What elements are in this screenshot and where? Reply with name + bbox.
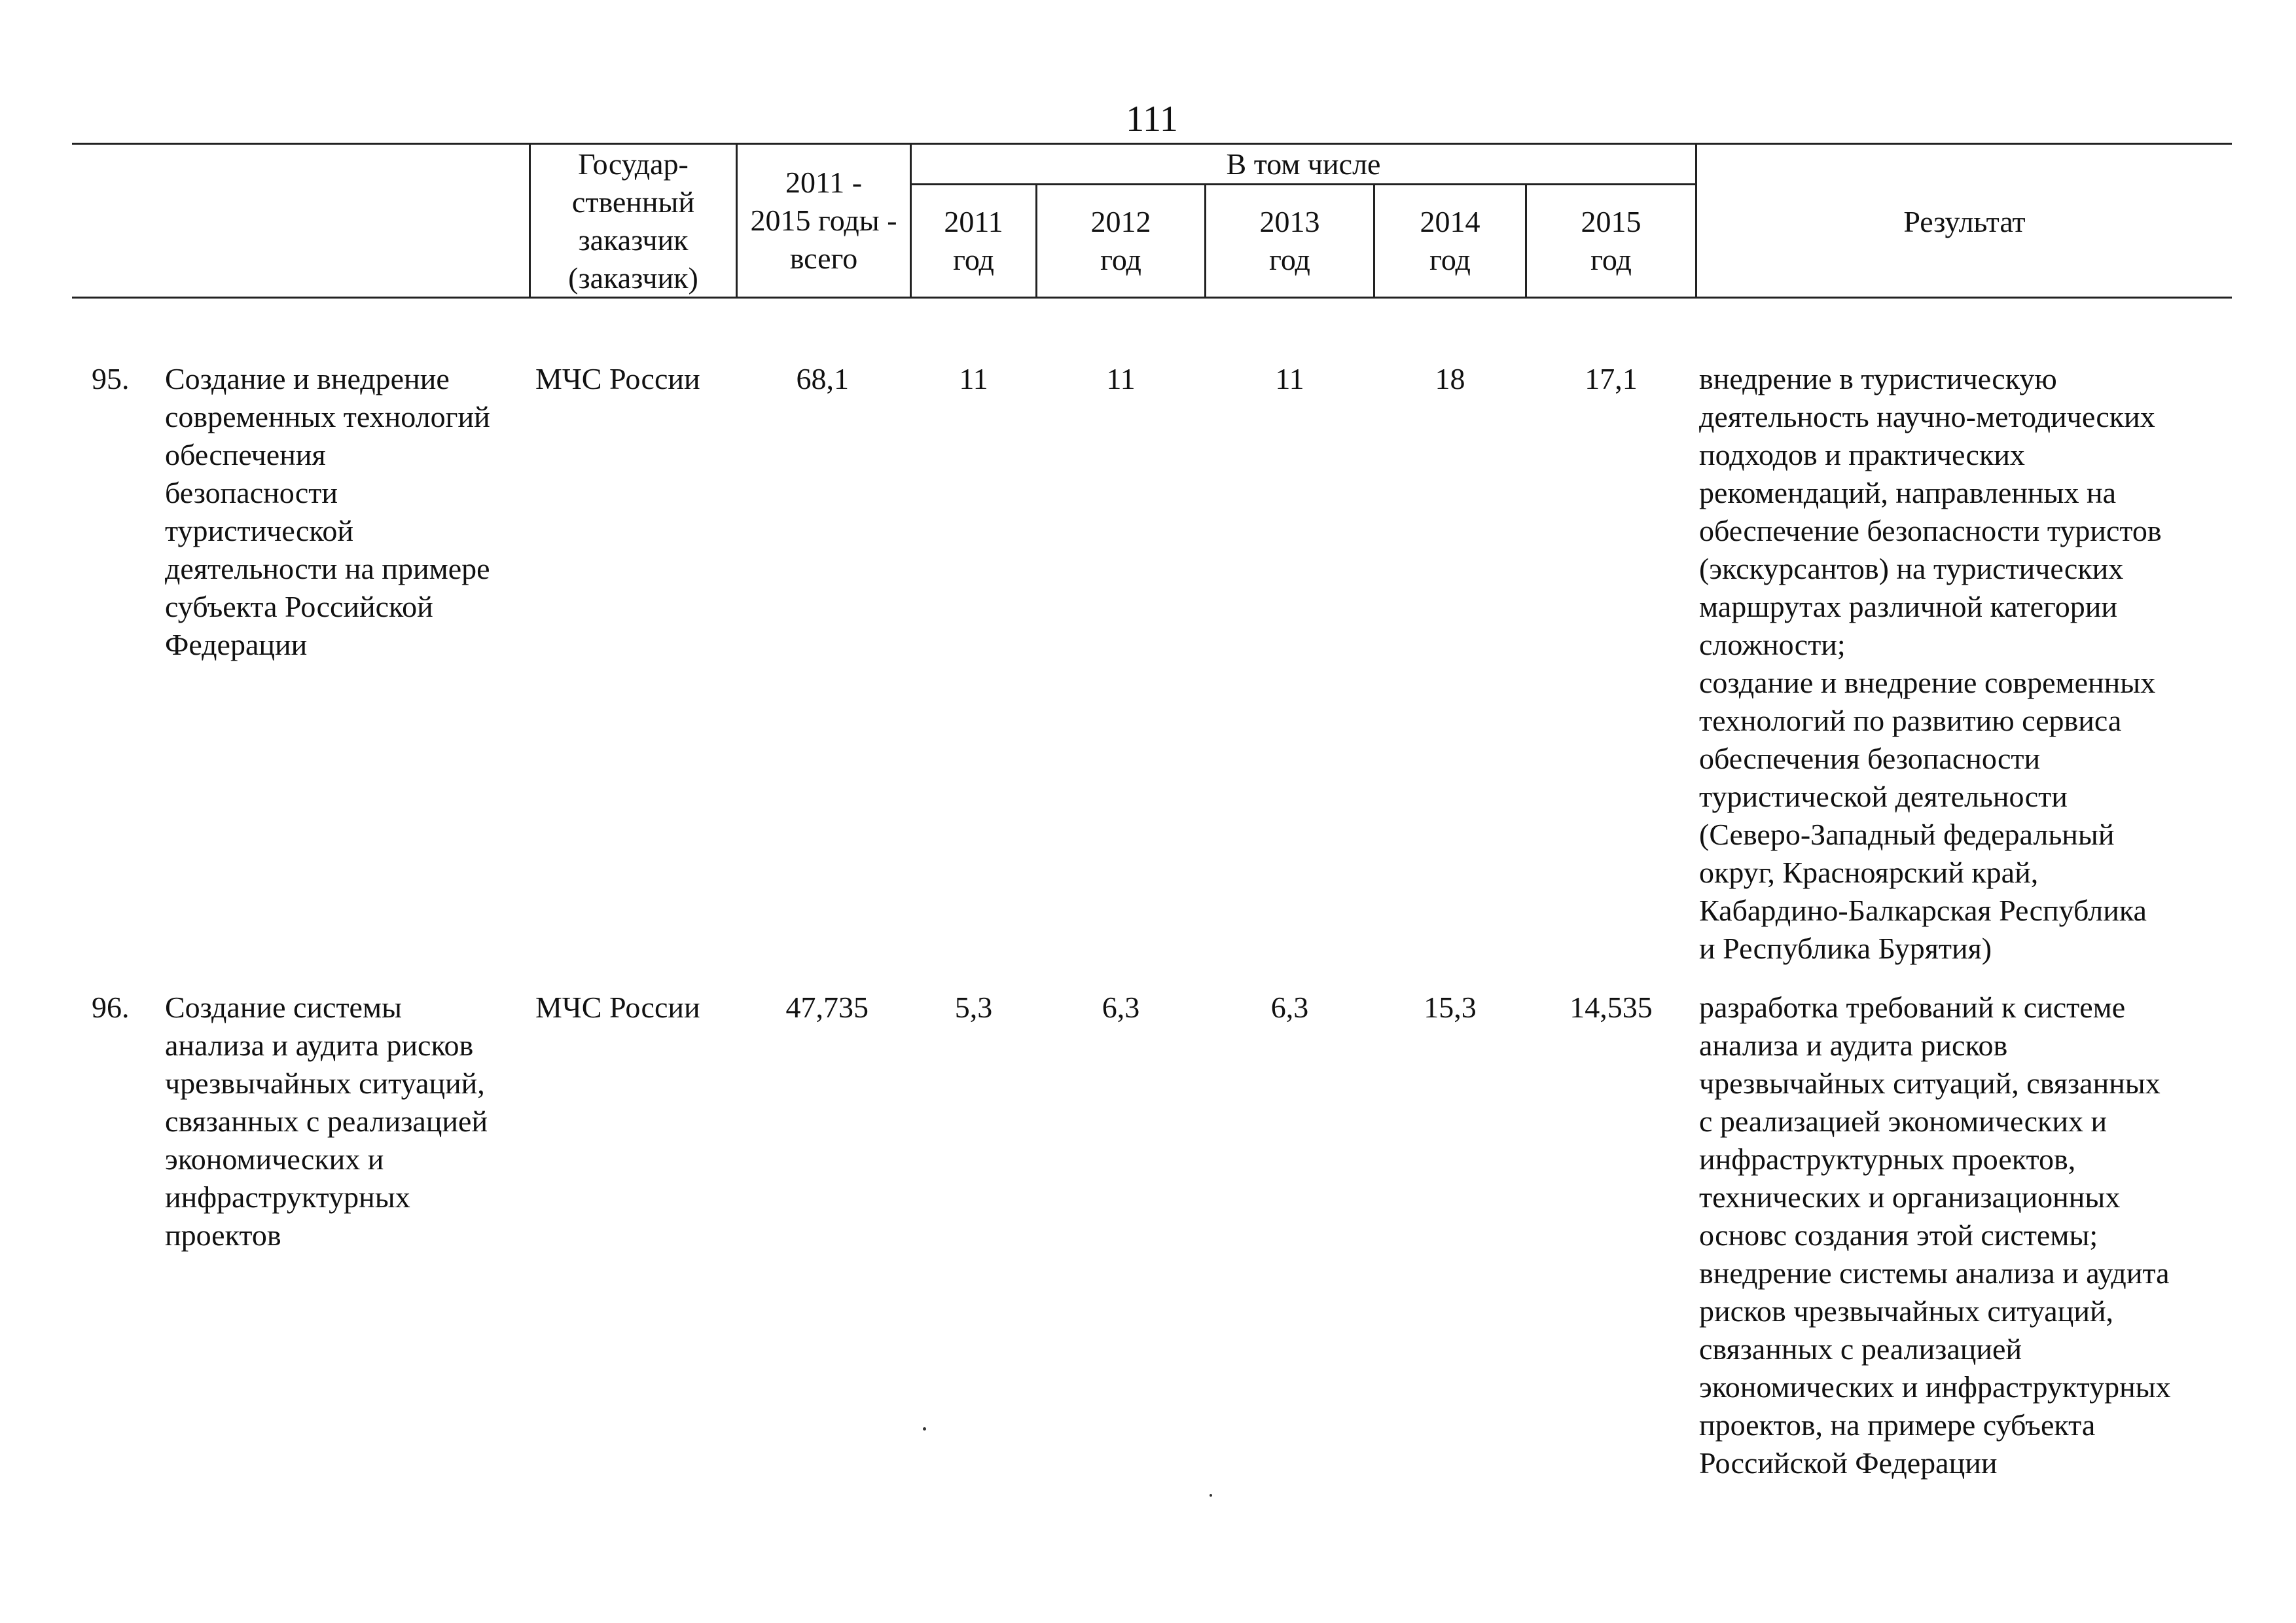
scan-speck [1210,1494,1212,1497]
row-2014: 18 [1435,362,1465,395]
row-number: 95. [92,362,130,395]
row-customer: МЧС России [535,362,700,395]
row-2014: 15,3 [1424,991,1477,1024]
header-including: В том числе [1226,147,1381,181]
row-result: внедрение в туристическую деятельность научно-методических подходов и практических рекомендаций, направленных на обеспечение безопасности туристов (экскурсантов) на туристических маршрутах различной категории сложности; создание и внедрение современных технологий по развитию сервиса обеспечения безопасности туристической деятельности (Северо-Западный федеральный округ, Красноярский край, Кабардино-Балкарская Республика и Республика Бурятия) [1699,362,2162,965]
row-2013: 6,3 [1270,991,1309,1024]
header-year-2015: 2015 год [1581,205,1641,276]
row-customer: МЧС России [535,991,700,1024]
header-total: 2011 - 2015 годы - всего [750,166,897,275]
row-result: разработка требований к системе анализа и аудита рисков чрезвычайных ситуаций, связанных с реализацией экономических и инфраструктурных проектов, технических и организационных основс создания этой системы; внедрение системы анализа и аудита рисков чрезвычайных ситуаций, связанных с реализацией экономических и инфраструктурных проектов, на примере субъекта Российской Федерации [1699,991,2171,1480]
header-result: Результат [1903,205,2026,238]
header-year-2011: 2011 год [944,205,1003,276]
header-year-2014: 2014 год [1420,205,1480,276]
row-2012: 11 [1106,362,1136,395]
row-2011: 11 [959,362,988,395]
header-bottom-rule [72,297,2232,299]
row-number: 96. [92,991,130,1024]
scan-speck [923,1427,926,1431]
row-2011: 5,3 [954,991,993,1024]
row-2015: 14,535 [1570,991,1653,1024]
header-year-2013: 2013 год [1259,205,1320,276]
row-2015: 17,1 [1585,362,1638,395]
row-2013: 11 [1275,362,1304,395]
page-number: 111 [1126,99,1178,139]
row-total: 47,735 [785,991,869,1024]
header-year-2012: 2012 год [1090,205,1151,276]
including-divider [910,183,1695,185]
row-name: Создание и внедрение современных технологий обеспечения безопасности туристической деятельности на примере субъекта Российской Федерации [165,362,490,661]
row-name: Создание системы анализа и аудита рисков чрезвычайных ситуаций, связанных с реализацией экономических и инфраструктурных проектов [165,991,488,1252]
row-total: 68,1 [796,362,849,395]
header-top-rule [72,143,2232,145]
header-customer: Государ- ственный заказчик (заказчик) [568,147,698,295]
row-2012: 6,3 [1102,991,1140,1024]
